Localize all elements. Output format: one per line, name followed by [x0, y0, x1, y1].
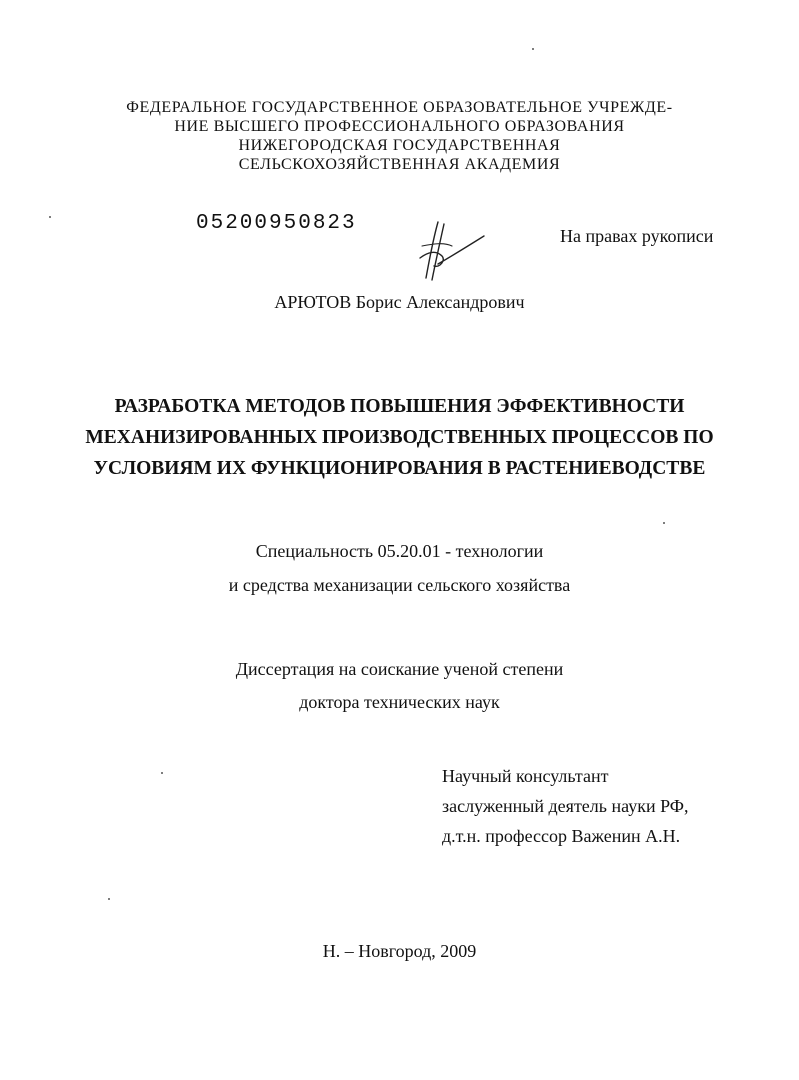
degree-line: Диссертация на соискание ученой степени [235, 659, 564, 679]
consultant-line: Научный консультант [442, 766, 609, 786]
consultant-line: заслуженный деятель науки РФ, [442, 796, 689, 816]
author-name: АРЮТОВ Борис Александрович [274, 292, 525, 312]
consultant-block [442, 761, 689, 851]
catalog-code: 05200950823 [196, 212, 357, 235]
signature-mark [412, 216, 492, 286]
consultant-line: д.т.н. профессор Важенин А.Н. [442, 826, 681, 846]
specialty-line: Специальность 05.20.01 - технологии [255, 541, 544, 561]
institution-line: СЕЛЬСКОХОЗЯЙСТВЕННАЯ АКАДЕМИЯ [238, 156, 561, 173]
scan-speck [532, 48, 534, 50]
scan-speck [108, 898, 110, 900]
title-line: УСЛОВИЯМ ИХ ФУНКЦИОНИРОВАНИЯ В РАСТЕНИЕВОДСТВЕ [93, 458, 706, 479]
dissertation-title [0, 391, 799, 484]
title-line: МЕХАНИЗИРОВАННЫХ ПРОИЗВОДСТВЕННЫХ ПРОЦЕССОВ ПО [85, 427, 714, 448]
institution-line: ФЕДЕРАЛЬНОЕ ГОСУДАРСТВЕННОЕ ОБРАЗОВАТЕЛЬНОЕ УЧРЕЖДЕ- [126, 99, 673, 116]
scan-speck [49, 216, 51, 218]
degree-line: доктора технических наук [299, 692, 500, 712]
institution-line: НИЕ ВЫСШЕГО ПРОФЕССИОНАЛЬНОГО ОБРАЗОВАНИЯ [174, 118, 625, 135]
scan-speck [663, 522, 665, 524]
rights-notice: На правах рукописи [560, 226, 714, 246]
place-and-year: Н. – Новгород, 2009 [322, 941, 477, 961]
scan-speck [161, 772, 163, 774]
title-line: РАЗРАБОТКА МЕТОДОВ ПОВЫШЕНИЯ ЭФФЕКТИВНОСТИ [114, 396, 685, 417]
institution-line: НИЖЕГОРОДСКАЯ ГОСУДАРСТВЕННАЯ [238, 137, 561, 154]
institution-block [0, 98, 799, 174]
specialty-line: и средства механизации сельского хозяйства [228, 575, 571, 595]
